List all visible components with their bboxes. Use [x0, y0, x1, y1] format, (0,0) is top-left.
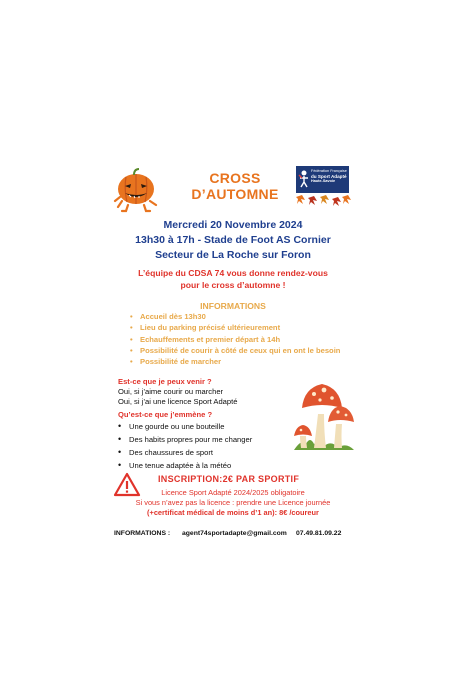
list-item: • Possibilité de marcher [130, 356, 340, 367]
invite-line2: pour le cross d’automne ! [180, 280, 286, 290]
list-item: • Lieu du parking précisé ultérieurement [130, 322, 340, 333]
bring-question: Qu’est-ce que j’emmène ? [118, 410, 213, 419]
who-answer-2: Oui, si j’ai une licence Sport Adapté [118, 397, 238, 406]
who-answer-1: Oui, si j’aime courir ou marcher [118, 387, 224, 396]
list-item: • Des chaussures de sport [118, 446, 252, 459]
bring-list [118, 420, 252, 472]
logo-line3: Haute-Savoie [311, 179, 336, 183]
who-question: Est-ce que je peux venir ? [118, 377, 212, 386]
autumn-leaves-icon [296, 193, 352, 211]
contact-email: agent74sportadapte@gmail.com [182, 530, 287, 537]
pumpkin-mascot-icon [112, 167, 162, 213]
event-title-line2: D’AUTOMNE [191, 186, 279, 202]
inscription-line3: (+certificat médical de moins d’1 an): 8€ /coureur [147, 508, 319, 517]
informations-list [130, 311, 340, 367]
inscription-line2: Si vous n’avez pas la licence : prendre une Licence journée [135, 498, 331, 507]
event-sector: Secteur de La Roche sur Foron [155, 249, 311, 261]
informations-heading: INFORMATIONS [200, 301, 266, 311]
event-title-line1: CROSS [209, 170, 261, 186]
federation-logo [296, 166, 349, 193]
mushrooms-icon [292, 378, 358, 454]
logo-line1: Fédération Française [311, 169, 347, 173]
list-item: • Possibilité de courir à côté de ceux qui en ont le besoin [130, 345, 340, 356]
contact-label: INFORMATIONS : [114, 530, 171, 537]
event-title [180, 170, 290, 202]
list-item: • Accueil dès 13h30 [130, 311, 340, 322]
list-item: • Une tenue adaptée à la météo [118, 459, 252, 472]
federation-figure-icon [298, 169, 310, 189]
inscription-line1: Licence Sport Adapté 2024/2025 obligatoire [161, 488, 305, 497]
contact-phone: 07.49.81.09.22 [296, 530, 342, 537]
event-time-place: 13h30 à 17h - Stade de Foot AS Cornier [135, 234, 331, 246]
inscription-heading: INSCRIPTION:2€ PAR SPORTIF [158, 474, 300, 484]
list-item: • Echauffements et premier départ à 14h [130, 334, 340, 345]
logo-line2: du Sport Adapté [311, 174, 347, 179]
invite-line1: L’équipe du CDSA 74 vous donne rendez-vous [138, 268, 328, 278]
event-date: Mercredi 20 Novembre 2024 [163, 219, 303, 231]
list-item: • Des habits propres pour me changer [118, 433, 252, 446]
list-item: • Une gourde ou une bouteille [118, 420, 252, 433]
